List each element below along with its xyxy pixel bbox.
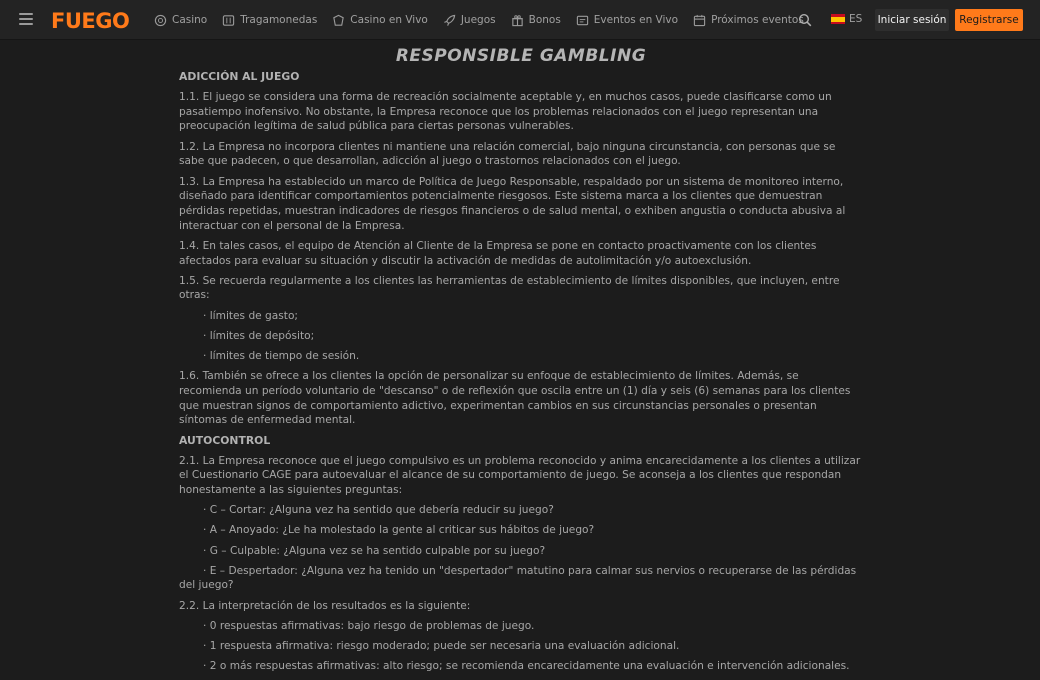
spain-flag-icon <box>831 14 845 24</box>
nav-label: Eventos en Vivo <box>593 14 679 26</box>
paragraph: 1.2. La Empresa no incorpora clientes ni mantiene una relación comercial, bajo ninguna circunstancia, con personas que se sabe que padecen, o que desarrollan, adicción al juego o trastornos relacionados con el juego. <box>179 140 836 168</box>
list-item: · E – Despertador: ¿Alguna vez ha tenido un "despertador" matutino para calmar sus nervios o recuperarse de las pérdidas del juego? <box>179 564 857 592</box>
calendar-icon <box>693 14 706 27</box>
responsible-gambling-content <box>179 46 863 680</box>
list-item: · 0 respuestas afirmativas: bajo riesgo de problemas de juego. <box>203 619 535 632</box>
top-navigation-bar <box>0 0 1040 40</box>
page-title: RESPONSIBLE GAMBLING <box>395 46 647 66</box>
list-item: · límites de tiempo de sesión. <box>203 350 360 363</box>
nav-slots[interactable] <box>222 14 317 27</box>
live-events-icon <box>576 14 589 27</box>
nav-casino[interactable] <box>154 14 207 27</box>
nav-label: Próximos eventos <box>711 14 804 26</box>
nav-games[interactable] <box>443 14 496 27</box>
paragraph: 1.6. También se ofrece a los clientes la opción de personalizar su enfoque de establecimiento de límites. Además, se recomienda un período voluntario de "descanso" o de reflexión que oscila entre un (1) día y seis (6) semanas para los clientes que muestran signos de comportamiento adictivo, experimentan cambios en sus circunstancias personales o presentan síntomas de enfermedad mental. <box>179 370 851 427</box>
paragraph: 1.3. La Empresa ha establecido un marco de Política de Juego Responsable, respaldado por un sistema de monitoreo interno, diseñado para identificar comportamientos potencialmente riesgosos. Este sistema marca a los clientes que demuestran pérdidas repetidas, muestran indicadores de riesgos financieros o de salud mental, o exhiben angustia o conducta abusiva al interactuar con el personal de la Empresa. <box>179 175 846 232</box>
list-item: · G – Culpable: ¿Alguna vez se ha sentido culpable por su juego? <box>203 544 546 557</box>
live-casino-icon <box>332 14 345 27</box>
list-item: · 2 o más respuestas afirmativas: alto riesgo; se recomienda encarecidamente una evaluación e intervención adicionales. <box>203 660 850 673</box>
paragraph: 2.1. La Empresa reconoce que el juego compulsivo es un problema reconocido y anima encarecidamente a los clientes a utilizar el Cuestionario CAGE para autoevaluar el alcance de su comportamiento de juego. Se aconseja a los clientes que respondan honestamente a las siguientes preguntas: <box>179 454 861 496</box>
nav-label: Casino en Vivo <box>350 14 428 26</box>
slot-machine-icon <box>222 14 235 27</box>
login-button[interactable]: Iniciar sesión <box>875 9 949 31</box>
language-code: ES <box>849 13 863 25</box>
nav-upcoming-events[interactable] <box>693 14 804 27</box>
casino-chip-icon <box>154 14 167 27</box>
gift-icon <box>511 14 524 27</box>
list-item: · A – Anoyado: ¿Le ha molestado la gente al criticar sus hábitos de juego? <box>203 524 595 537</box>
language-selector[interactable] <box>831 13 862 25</box>
paragraph: 1.4. En tales casos, el equipo de Atención al Cliente de la Empresa se pone en contacto proactivamente con los clientes afectados para evaluar su situación y discutir la activación de medidas de autolimitación y/o autoexclusión. <box>179 239 817 267</box>
register-button[interactable]: Registrarse <box>955 9 1023 31</box>
search-icon[interactable] <box>798 13 812 27</box>
section-heading: ADICCIÓN AL JUEGO <box>179 70 300 83</box>
paragraph: 2.2. La interpretación de los resultados es la siguiente: <box>179 599 471 612</box>
list-item: · 1 respuesta afirmativa: riesgo moderado; puede ser necesaria una evaluación adicional. <box>203 640 680 653</box>
paragraph: 1.5. Se recuerda regularmente a los clientes las herramientas de establecimiento de límites disponibles, que incluyen, entre otras: <box>179 274 840 302</box>
nav-label: Casino <box>172 14 208 26</box>
list-item: · límites de gasto; <box>203 309 298 322</box>
nav-label: Bonos <box>528 14 561 26</box>
svg-text:FUEGO: FUEGO <box>51 9 130 31</box>
paragraph: 1.1. El juego se considera una forma de recreación socialmente aceptable y, en muchos casos, puede clasificarse como un pasatiempo inofensivo. No obstante, la Empresa reconoce que los problemas relacionados con el juego representan una preocupación legítima de salud pública para ciertas personas vulnerables. <box>179 91 832 133</box>
main-nav <box>154 0 819 40</box>
nav-label: Juegos <box>460 14 496 26</box>
nav-label: Tragamonedas <box>240 14 318 26</box>
nav-live-events[interactable] <box>576 14 678 27</box>
menu-icon[interactable] <box>19 13 33 25</box>
fuego-logo[interactable] <box>51 9 133 31</box>
section-heading: AUTOCONTROL <box>179 433 271 447</box>
list-item: · límites de depósito; <box>203 329 315 342</box>
sections-container <box>179 70 863 674</box>
nav-live-casino[interactable] <box>332 14 428 27</box>
rocket-icon <box>443 14 456 27</box>
list-item: · C – Cortar: ¿Alguna vez ha sentido que debería reducir su juego? <box>203 504 554 517</box>
nav-bonuses[interactable] <box>511 14 561 27</box>
